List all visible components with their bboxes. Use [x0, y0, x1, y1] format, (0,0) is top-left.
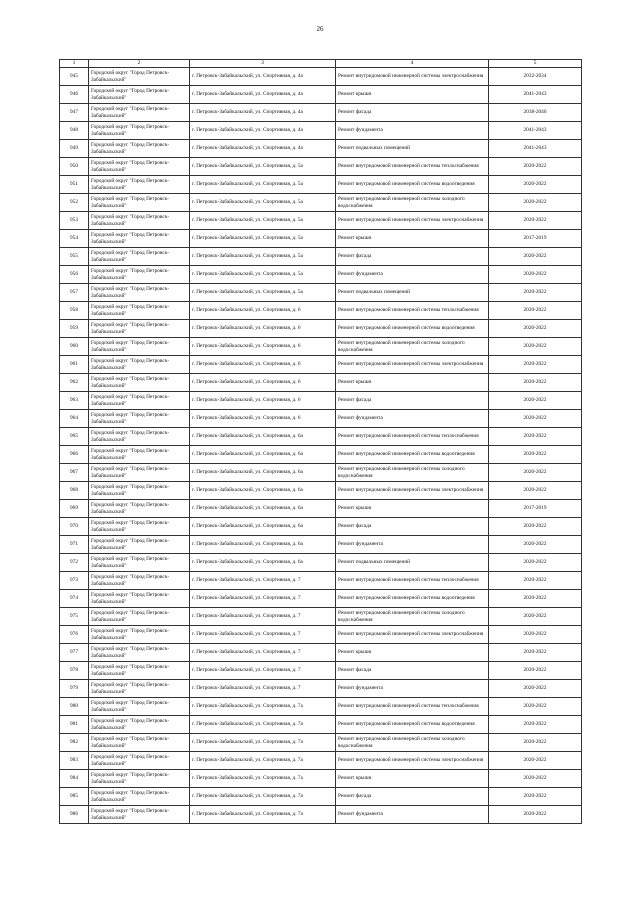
- period-cell: 2020-2022: [489, 770, 582, 788]
- municipality-cell: Городской округ "Город Петровск-Забайкальский": [89, 428, 190, 446]
- row-number-cell: 952: [60, 194, 89, 212]
- period-cell: 2020-2022: [489, 734, 582, 752]
- work-type-cell: Ремонт внутридомовой инженерной системы электроснабжения: [336, 752, 489, 770]
- address-cell: г. Петровск-Забайкальский, ул. Спортивная, д. 6: [190, 320, 336, 338]
- table-row: [60, 194, 582, 212]
- period-cell: 2020-2022: [489, 392, 582, 410]
- table-row: [60, 590, 582, 608]
- period-cell: 2020-2022: [489, 374, 582, 392]
- table-row: [60, 554, 582, 572]
- address-cell: г. Петровск-Забайкальский, ул. Спортивная, д. 6а: [190, 446, 336, 464]
- municipality-cell: Городской округ "Город Петровск-Забайкальский": [89, 716, 190, 734]
- address-cell: г. Петровск-Забайкальский, ул. Спортивная, д. 6: [190, 410, 336, 428]
- period-cell: 2020-2022: [489, 716, 582, 734]
- municipality-cell: Городской округ "Город Петровск-Забайкальский": [89, 482, 190, 500]
- table-row: [60, 338, 582, 356]
- municipality-cell: Городской округ "Город Петровск-Забайкальский": [89, 500, 190, 518]
- work-type-cell: Ремонт подвальных помещений: [336, 554, 489, 572]
- address-cell: г. Петровск-Забайкальский, ул. Спортивная, д. 4а: [190, 122, 336, 140]
- table-row: [60, 104, 582, 122]
- municipality-cell: Городской округ "Город Петровск-Забайкальский": [89, 806, 190, 824]
- work-type-cell: Ремонт фасада: [336, 662, 489, 680]
- address-cell: г. Петровск-Забайкальский, ул. Спортивная, д. 5а: [190, 194, 336, 212]
- row-number-cell: 984: [60, 770, 89, 788]
- period-cell: 2020-2022: [489, 248, 582, 266]
- work-type-cell: Ремонт фундамента: [336, 806, 489, 824]
- address-cell: г. Петровск-Забайкальский, ул. Спортивная, д. 6а: [190, 464, 336, 482]
- period-cell: 2020-2022: [489, 320, 582, 338]
- period-cell: 2020-2022: [489, 482, 582, 500]
- period-cell: 2020-2022: [489, 212, 582, 230]
- municipality-cell: Городской округ "Город Петровск-Забайкальский": [89, 590, 190, 608]
- municipality-cell: Городской округ "Город Петровск-Забайкальский": [89, 608, 190, 626]
- row-number-cell: 969: [60, 500, 89, 518]
- column-header-4: 4: [336, 60, 489, 68]
- table-row: [60, 122, 582, 140]
- address-cell: г. Петровск-Забайкальский, ул. Спортивная, д. 7: [190, 590, 336, 608]
- municipality-cell: Городской округ "Город Петровск-Забайкальский": [89, 122, 190, 140]
- address-cell: г. Петровск-Забайкальский, ул. Спортивная, д. 7а: [190, 734, 336, 752]
- period-cell: 2020-2022: [489, 356, 582, 374]
- address-cell: г. Петровск-Забайкальский, ул. Спортивная, д. 5а: [190, 176, 336, 194]
- address-cell: г. Петровск-Забайкальский, ул. Спортивная, д. 6а: [190, 554, 336, 572]
- row-number-cell: 967: [60, 464, 89, 482]
- address-cell: г. Петровск-Забайкальский, ул. Спортивная, д. 6а: [190, 482, 336, 500]
- column-header-5: 5: [489, 60, 582, 68]
- municipality-cell: Городской округ "Город Петровск-Забайкальский": [89, 356, 190, 374]
- address-cell: г. Петровск-Забайкальский, ул. Спортивная, д. 5а: [190, 248, 336, 266]
- work-type-cell: Ремонт внутридомовой инженерной системы холодного водоснабжения: [336, 338, 489, 356]
- period-cell: 2020-2022: [489, 536, 582, 554]
- work-type-cell: Ремонт внутридомовой инженерной системы электроснабжения: [336, 212, 489, 230]
- table-row: [60, 230, 582, 248]
- municipality-cell: Городской округ "Город Петровск-Забайкальский": [89, 140, 190, 158]
- work-type-cell: Ремонт крыши: [336, 770, 489, 788]
- address-cell: г. Петровск-Забайкальский, ул. Спортивная, д. 6: [190, 302, 336, 320]
- row-number-cell: 954: [60, 230, 89, 248]
- row-number-cell: 976: [60, 626, 89, 644]
- period-cell: 2020-2022: [489, 680, 582, 698]
- page-number: 26: [316, 25, 324, 33]
- table-row: [60, 410, 582, 428]
- row-number-cell: 958: [60, 302, 89, 320]
- municipality-cell: Городской округ "Город Петровск-Забайкальский": [89, 734, 190, 752]
- row-number-cell: 955: [60, 248, 89, 266]
- address-cell: г. Петровск-Забайкальский, ул. Спортивная, д. 4а: [190, 86, 336, 104]
- address-cell: г. Петровск-Забайкальский, ул. Спортивная, д. 6а: [190, 536, 336, 554]
- period-cell: 2041-2043: [489, 140, 582, 158]
- work-type-cell: Ремонт внутридомовой инженерной системы водоотведения: [336, 716, 489, 734]
- row-number-cell: 968: [60, 482, 89, 500]
- row-number-cell: 970: [60, 518, 89, 536]
- work-type-cell: Ремонт внутридомовой инженерной системы водоотведения: [336, 446, 489, 464]
- table-row: [60, 302, 582, 320]
- municipality-cell: Городской округ "Город Петровск-Забайкальский": [89, 176, 190, 194]
- row-number-cell: 980: [60, 698, 89, 716]
- period-cell: 2020-2022: [489, 590, 582, 608]
- period-cell: 2020-2022: [489, 302, 582, 320]
- table-row: [60, 140, 582, 158]
- table-row: [60, 68, 582, 86]
- table-row: [60, 428, 582, 446]
- municipality-cell: Городской округ "Город Петровск-Забайкальский": [89, 158, 190, 176]
- municipality-cell: Городской округ "Город Петровск-Забайкальский": [89, 770, 190, 788]
- table-row: [60, 680, 582, 698]
- address-cell: г. Петровск-Забайкальский, ул. Спортивная, д. 7: [190, 572, 336, 590]
- table-row: [60, 770, 582, 788]
- address-cell: г. Петровск-Забайкальский, ул. Спортивная, д. 5а: [190, 230, 336, 248]
- table-row: [60, 374, 582, 392]
- row-number-cell: 975: [60, 608, 89, 626]
- municipality-cell: Городской округ "Город Петровск-Забайкальский": [89, 626, 190, 644]
- row-number-cell: 956: [60, 266, 89, 284]
- row-number-cell: 978: [60, 662, 89, 680]
- work-type-cell: Ремонт фундамента: [336, 680, 489, 698]
- municipality-cell: Городской округ "Город Петровск-Забайкальский": [89, 464, 190, 482]
- municipality-cell: Городской округ "Город Петровск-Забайкальский": [89, 320, 190, 338]
- address-cell: г. Петровск-Забайкальский, ул. Спортивная, д. 7: [190, 644, 336, 662]
- table-row: [60, 158, 582, 176]
- municipality-cell: Городской округ "Город Петровск-Забайкальский": [89, 68, 190, 86]
- column-header-2: 2: [89, 60, 190, 68]
- work-type-cell: Ремонт крыши: [336, 500, 489, 518]
- municipality-cell: Городской округ "Город Петровск-Забайкальский": [89, 752, 190, 770]
- work-type-cell: Ремонт фасада: [336, 392, 489, 410]
- row-number-cell: 948: [60, 122, 89, 140]
- row-number-cell: 951: [60, 176, 89, 194]
- period-cell: 2020-2022: [489, 644, 582, 662]
- period-cell: 2020-2022: [489, 752, 582, 770]
- period-cell: 2041-2043: [489, 122, 582, 140]
- row-number-cell: 950: [60, 158, 89, 176]
- table-row: [60, 662, 582, 680]
- row-number-cell: 946: [60, 86, 89, 104]
- row-number-cell: 983: [60, 752, 89, 770]
- table-row: [60, 806, 582, 824]
- period-cell: 2041-2043: [489, 86, 582, 104]
- row-number-cell: 977: [60, 644, 89, 662]
- period-cell: 2020-2022: [489, 518, 582, 536]
- municipality-cell: Городской округ "Город Петровск-Забайкальский": [89, 212, 190, 230]
- work-type-cell: Ремонт внутридомовой инженерной системы водоотведения: [336, 590, 489, 608]
- period-cell: 2020-2022: [489, 788, 582, 806]
- address-cell: г. Петровск-Забайкальский, ул. Спортивная, д. 7а: [190, 698, 336, 716]
- work-type-cell: Ремонт внутридомовой инженерной системы теплоснабжения: [336, 698, 489, 716]
- period-cell: 2020-2022: [489, 806, 582, 824]
- table-row: [60, 698, 582, 716]
- work-type-cell: Ремонт внутридомовой инженерной системы холодного водоснабжения: [336, 734, 489, 752]
- work-type-cell: Ремонт фасада: [336, 518, 489, 536]
- table-row: [60, 392, 582, 410]
- row-number-cell: 965: [60, 428, 89, 446]
- work-type-cell: Ремонт внутридомовой инженерной системы электроснабжения: [336, 356, 489, 374]
- period-cell: 2020-2022: [489, 338, 582, 356]
- work-type-cell: Ремонт крыши: [336, 86, 489, 104]
- municipality-cell: Городской округ "Город Петровск-Забайкальский": [89, 644, 190, 662]
- table-row: [60, 86, 582, 104]
- address-cell: г. Петровск-Забайкальский, ул. Спортивная, д. 7: [190, 608, 336, 626]
- work-type-cell: Ремонт внутридомовой инженерной системы холодного водоснабжения: [336, 194, 489, 212]
- work-type-cell: Ремонт внутридомовой инженерной системы холодного водоснабжения: [336, 464, 489, 482]
- table-row: [60, 716, 582, 734]
- row-number-cell: 962: [60, 374, 89, 392]
- period-cell: 2020-2022: [489, 158, 582, 176]
- work-type-cell: Ремонт подвальных помещений: [336, 284, 489, 302]
- period-cell: 2020-2022: [489, 572, 582, 590]
- municipality-cell: Городской округ "Город Петровск-Забайкальский": [89, 302, 190, 320]
- municipality-cell: Городской округ "Город Петровск-Забайкальский": [89, 266, 190, 284]
- municipality-cell: Городской округ "Город Петровск-Забайкальский": [89, 572, 190, 590]
- municipality-cell: Городской округ "Город Петровск-Забайкальский": [89, 248, 190, 266]
- municipality-cell: Городской округ "Город Петровск-Забайкальский": [89, 338, 190, 356]
- row-number-cell: 985: [60, 788, 89, 806]
- row-number-cell: 953: [60, 212, 89, 230]
- address-cell: г. Петровск-Забайкальский, ул. Спортивная, д. 6а: [190, 518, 336, 536]
- work-type-cell: Ремонт подвальных помещений: [336, 140, 489, 158]
- address-cell: г. Петровск-Забайкальский, ул. Спортивная, д. 7а: [190, 716, 336, 734]
- address-cell: г. Петровск-Забайкальский, ул. Спортивная, д. 7: [190, 662, 336, 680]
- column-header-1: 1: [60, 60, 89, 68]
- table-row: [60, 608, 582, 626]
- row-number-cell: 964: [60, 410, 89, 428]
- work-type-cell: Ремонт внутридомовой инженерной системы электроснабжения: [336, 68, 489, 86]
- municipality-cell: Городской округ "Город Петровск-Забайкальский": [89, 194, 190, 212]
- municipality-cell: Городской округ "Город Петровск-Забайкальский": [89, 284, 190, 302]
- row-number-cell: 974: [60, 590, 89, 608]
- period-cell: 2020-2022: [489, 554, 582, 572]
- table-row: [60, 266, 582, 284]
- table-row: [60, 356, 582, 374]
- row-number-cell: 972: [60, 554, 89, 572]
- period-cell: 2020-2022: [489, 662, 582, 680]
- row-number-cell: 949: [60, 140, 89, 158]
- work-type-cell: Ремонт фасада: [336, 788, 489, 806]
- row-number-cell: 957: [60, 284, 89, 302]
- address-cell: г. Петровск-Забайкальский, ул. Спортивная, д. 6а: [190, 500, 336, 518]
- address-cell: г. Петровск-Забайкальский, ул. Спортивная, д. 4а: [190, 68, 336, 86]
- municipality-cell: Городской округ "Город Петровск-Забайкальский": [89, 536, 190, 554]
- table-row: [60, 536, 582, 554]
- municipality-cell: Городской округ "Город Петровск-Забайкальский": [89, 410, 190, 428]
- work-type-cell: Ремонт внутридомовой инженерной системы теплоснабжения: [336, 302, 489, 320]
- address-cell: г. Петровск-Забайкальский, ул. Спортивная, д. 5а: [190, 158, 336, 176]
- municipality-cell: Городской округ "Город Петровск-Забайкальский": [89, 230, 190, 248]
- municipality-cell: Городской округ "Город Петровск-Забайкальский": [89, 446, 190, 464]
- table-row: [60, 482, 582, 500]
- work-type-cell: Ремонт внутридомовой инженерной системы холодного водоснабжения: [336, 608, 489, 626]
- municipality-cell: Городской округ "Город Петровск-Забайкальский": [89, 788, 190, 806]
- municipality-cell: Городской округ "Город Петровск-Забайкальский": [89, 104, 190, 122]
- address-cell: г. Петровск-Забайкальский, ул. Спортивная, д. 6: [190, 356, 336, 374]
- work-type-cell: Ремонт фундамента: [336, 266, 489, 284]
- work-type-cell: Ремонт внутридомовой инженерной системы теплоснабжения: [336, 428, 489, 446]
- work-type-cell: Ремонт фундамента: [336, 536, 489, 554]
- address-cell: г. Петровск-Забайкальский, ул. Спортивная, д. 6: [190, 374, 336, 392]
- municipality-cell: Городской округ "Город Петровск-Забайкальский": [89, 518, 190, 536]
- address-cell: г. Петровск-Забайкальский, ул. Спортивная, д. 7: [190, 680, 336, 698]
- table-row: [60, 320, 582, 338]
- row-number-cell: 971: [60, 536, 89, 554]
- period-cell: 2017-2019: [489, 230, 582, 248]
- period-cell: 2020-2022: [489, 698, 582, 716]
- table-row: [60, 500, 582, 518]
- period-cell: 2020-2022: [489, 266, 582, 284]
- work-type-cell: Ремонт крыши: [336, 644, 489, 662]
- municipality-cell: Городской округ "Город Петровск-Забайкальский": [89, 392, 190, 410]
- address-cell: г. Петровск-Забайкальский, ул. Спортивная, д. 4а: [190, 104, 336, 122]
- work-type-cell: Ремонт внутридомовой инженерной системы водоотведения: [336, 176, 489, 194]
- table-row: [60, 626, 582, 644]
- address-cell: г. Петровск-Забайкальский, ул. Спортивная, д. 6а: [190, 428, 336, 446]
- work-type-cell: Ремонт внутридомовой инженерной системы теплоснабжения: [336, 158, 489, 176]
- row-number-cell: 979: [60, 680, 89, 698]
- municipality-cell: Городской округ "Город Петровск-Забайкальский": [89, 662, 190, 680]
- address-cell: г. Петровск-Забайкальский, ул. Спортивная, д. 7: [190, 626, 336, 644]
- table-header-row: [60, 60, 582, 68]
- address-cell: г. Петровск-Забайкальский, ул. Спортивная, д. 7а: [190, 770, 336, 788]
- row-number-cell: 982: [60, 734, 89, 752]
- table-row: [60, 518, 582, 536]
- period-cell: 2020-2022: [489, 284, 582, 302]
- address-cell: г. Петровск-Забайкальский, ул. Спортивная, д. 7а: [190, 806, 336, 824]
- work-type-cell: Ремонт внутридомовой инженерной системы электроснабжения: [336, 482, 489, 500]
- row-number-cell: 961: [60, 356, 89, 374]
- address-cell: г. Петровск-Забайкальский, ул. Спортивная, д. 5а: [190, 212, 336, 230]
- period-cell: 2020-2022: [489, 464, 582, 482]
- work-type-cell: Ремонт крыши: [336, 230, 489, 248]
- work-type-cell: Ремонт фундамента: [336, 410, 489, 428]
- row-number-cell: 947: [60, 104, 89, 122]
- table-row: [60, 464, 582, 482]
- row-number-cell: 945: [60, 68, 89, 86]
- address-cell: г. Петровск-Забайкальский, ул. Спортивная, д. 5а: [190, 266, 336, 284]
- period-cell: 2020-2022: [489, 626, 582, 644]
- work-type-cell: Ремонт фундамента: [336, 122, 489, 140]
- address-cell: г. Петровск-Забайкальский, ул. Спортивная, д. 6: [190, 338, 336, 356]
- table-row: [60, 248, 582, 266]
- table-row: [60, 752, 582, 770]
- work-type-cell: Ремонт внутридомовой инженерной системы теплоснабжения: [336, 572, 489, 590]
- row-number-cell: 960: [60, 338, 89, 356]
- work-type-cell: Ремонт внутридомовой инженерной системы электроснабжения: [336, 626, 489, 644]
- work-type-cell: Ремонт крыши: [336, 374, 489, 392]
- address-cell: г. Петровск-Забайкальский, ул. Спортивная, д. 6: [190, 392, 336, 410]
- municipality-cell: Городской округ "Город Петровск-Забайкальский": [89, 86, 190, 104]
- table-row: [60, 176, 582, 194]
- table-row: [60, 284, 582, 302]
- row-number-cell: 959: [60, 320, 89, 338]
- table-row: [60, 446, 582, 464]
- table-row: [60, 734, 582, 752]
- row-number-cell: 986: [60, 806, 89, 824]
- period-cell: 2032-2034: [489, 68, 582, 86]
- period-cell: 2020-2022: [489, 194, 582, 212]
- period-cell: 2020-2022: [489, 410, 582, 428]
- row-number-cell: 973: [60, 572, 89, 590]
- row-number-cell: 963: [60, 392, 89, 410]
- period-cell: 2020-2022: [489, 176, 582, 194]
- address-cell: г. Петровск-Забайкальский, ул. Спортивная, д. 7а: [190, 788, 336, 806]
- row-number-cell: 966: [60, 446, 89, 464]
- period-cell: 2020-2022: [489, 446, 582, 464]
- period-cell: 2038-2040: [489, 104, 582, 122]
- work-type-cell: Ремонт фасада: [336, 248, 489, 266]
- address-cell: г. Петровск-Забайкальский, ул. Спортивная, д. 7а: [190, 752, 336, 770]
- row-number-cell: 981: [60, 716, 89, 734]
- table-body: [60, 60, 582, 824]
- period-cell: 2017-2019: [489, 500, 582, 518]
- period-cell: 2020-2022: [489, 608, 582, 626]
- municipality-cell: Городской округ "Город Петровск-Забайкальский": [89, 698, 190, 716]
- municipality-cell: Городской округ "Город Петровск-Забайкальский": [89, 554, 190, 572]
- table-row: [60, 644, 582, 662]
- repair-schedule-table: [59, 59, 582, 824]
- municipality-cell: Городской округ "Город Петровск-Забайкальский": [89, 680, 190, 698]
- table-row: [60, 212, 582, 230]
- work-type-cell: Ремонт фасада: [336, 104, 489, 122]
- period-cell: 2020-2022: [489, 428, 582, 446]
- table-row: [60, 572, 582, 590]
- table-row: [60, 788, 582, 806]
- municipality-cell: Городской округ "Город Петровск-Забайкальский": [89, 374, 190, 392]
- column-header-3: 3: [190, 60, 336, 68]
- address-cell: г. Петровск-Забайкальский, ул. Спортивная, д. 5а: [190, 284, 336, 302]
- work-type-cell: Ремонт внутридомовой инженерной системы водоотведения: [336, 320, 489, 338]
- address-cell: г. Петровск-Забайкальский, ул. Спортивная, д. 4а: [190, 140, 336, 158]
